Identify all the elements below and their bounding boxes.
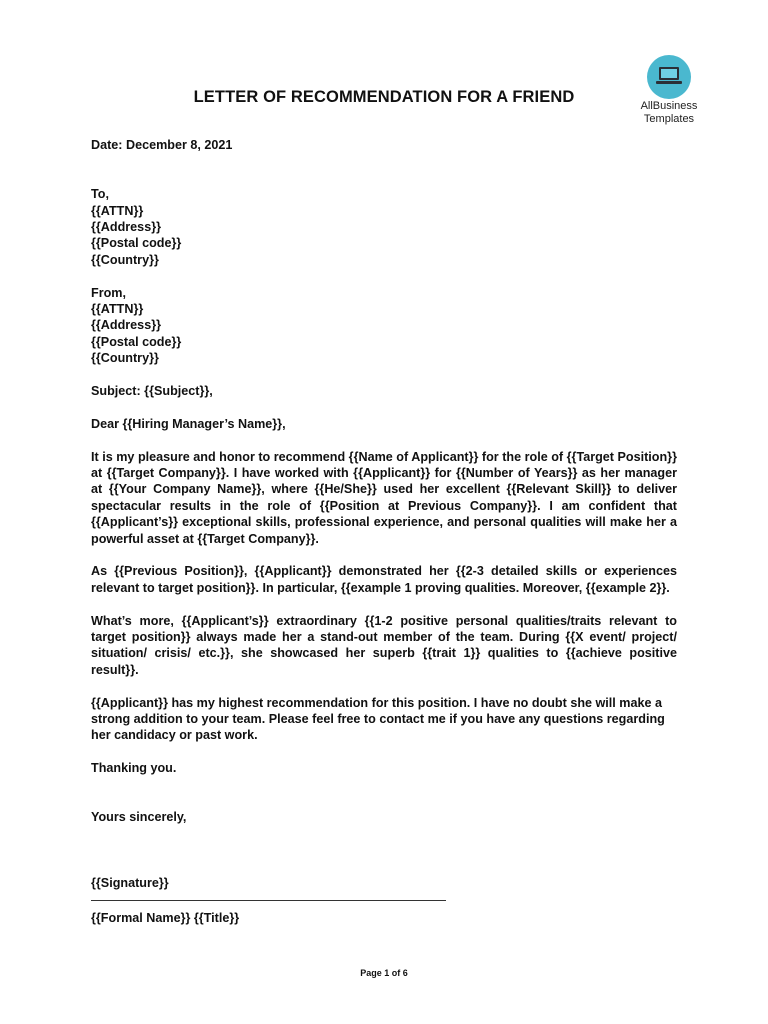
paragraph-1: It is my pleasure and honor to recommend {{Name of Applicant}} for the role of {{Target Position}} at {{Target Company}}. I have worked with {{Applicant}} for {{Number of Years}} as her manager at {{Your Company Name}}, where {{He/She}} used her excellent {{Relevant Skill}} to deliver spectacular results in the role of {{Position at Previous Company}}. I am confident that {{Applicant’s}} exceptional skills, professional experience, and personal qualities will make her a powerful asset at {{Target Company}}.	[91, 449, 677, 546]
closing-line: Yours sincerely,	[91, 810, 187, 825]
from-address: {{Address}}	[91, 318, 161, 333]
allbusiness-logo	[637, 55, 701, 125]
to-address: {{Address}}	[91, 220, 161, 234]
sender-block	[91, 285, 677, 367]
to-postal-code: {{Postal code}}	[91, 236, 182, 251]
from-country: {{Country}}	[91, 351, 159, 366]
paragraph-4: {{Applicant}} has my highest recommendation for this position. I have no doubt she will make a strong addition to your team. Please feel free to contact me if you have any questions regarding her candidacy or past work.	[91, 695, 665, 743]
formal-name-line: {{Formal Name}} {{Title}}	[91, 911, 240, 926]
paragraph-3: What’s more, {{Applicant’s}} extraordinary {{1-2 positive personal qualities/traits relevant to target position}} always made her a stand-out member of the team. During {{X event/ project/ situation/ crisis/ etc.}}, she showcased her superb {{trait 1}} qualities to {{achieve positive result}}.	[91, 613, 677, 677]
logo-badge	[647, 55, 691, 99]
thanks-line: Thanking you.	[91, 761, 177, 776]
from-attn: {{ATTN}}	[91, 302, 144, 317]
to-label: To,	[91, 187, 109, 202]
from-postal-code: {{Postal code}}	[91, 334, 182, 349]
page-number: Page 1 of 6	[360, 968, 408, 978]
logo-text-line2: Templates	[643, 113, 695, 125]
greeting-line: Dear {{Hiring Manager’s Name}},	[91, 416, 286, 431]
letter-body	[91, 137, 677, 927]
from-label: From,	[91, 285, 126, 300]
to-country: {{Country}}	[91, 252, 159, 267]
date-line: Date: December 8, 2021	[91, 138, 233, 152]
to-attn: {{ATTN}}	[91, 203, 144, 218]
logo-text-line1: AllBusiness	[640, 100, 698, 112]
signature-placeholder: {{Signature}}	[91, 876, 169, 891]
laptop-icon	[655, 64, 683, 88]
recipient-block	[91, 186, 677, 268]
subject-line: Subject: {{Subject}},	[91, 384, 213, 399]
paragraph-2: As {{Previous Position}}, {{Applicant}} demonstrated her {{2-3 detailed skills or experiences relevant to target position}}. In particular, {{example 1 proving qualities. Moreover, {{example 2}}.	[91, 564, 677, 595]
signature-line	[91, 900, 446, 901]
letter-title: LETTER OF RECOMMENDATION FOR A FRIEND	[193, 88, 575, 106]
